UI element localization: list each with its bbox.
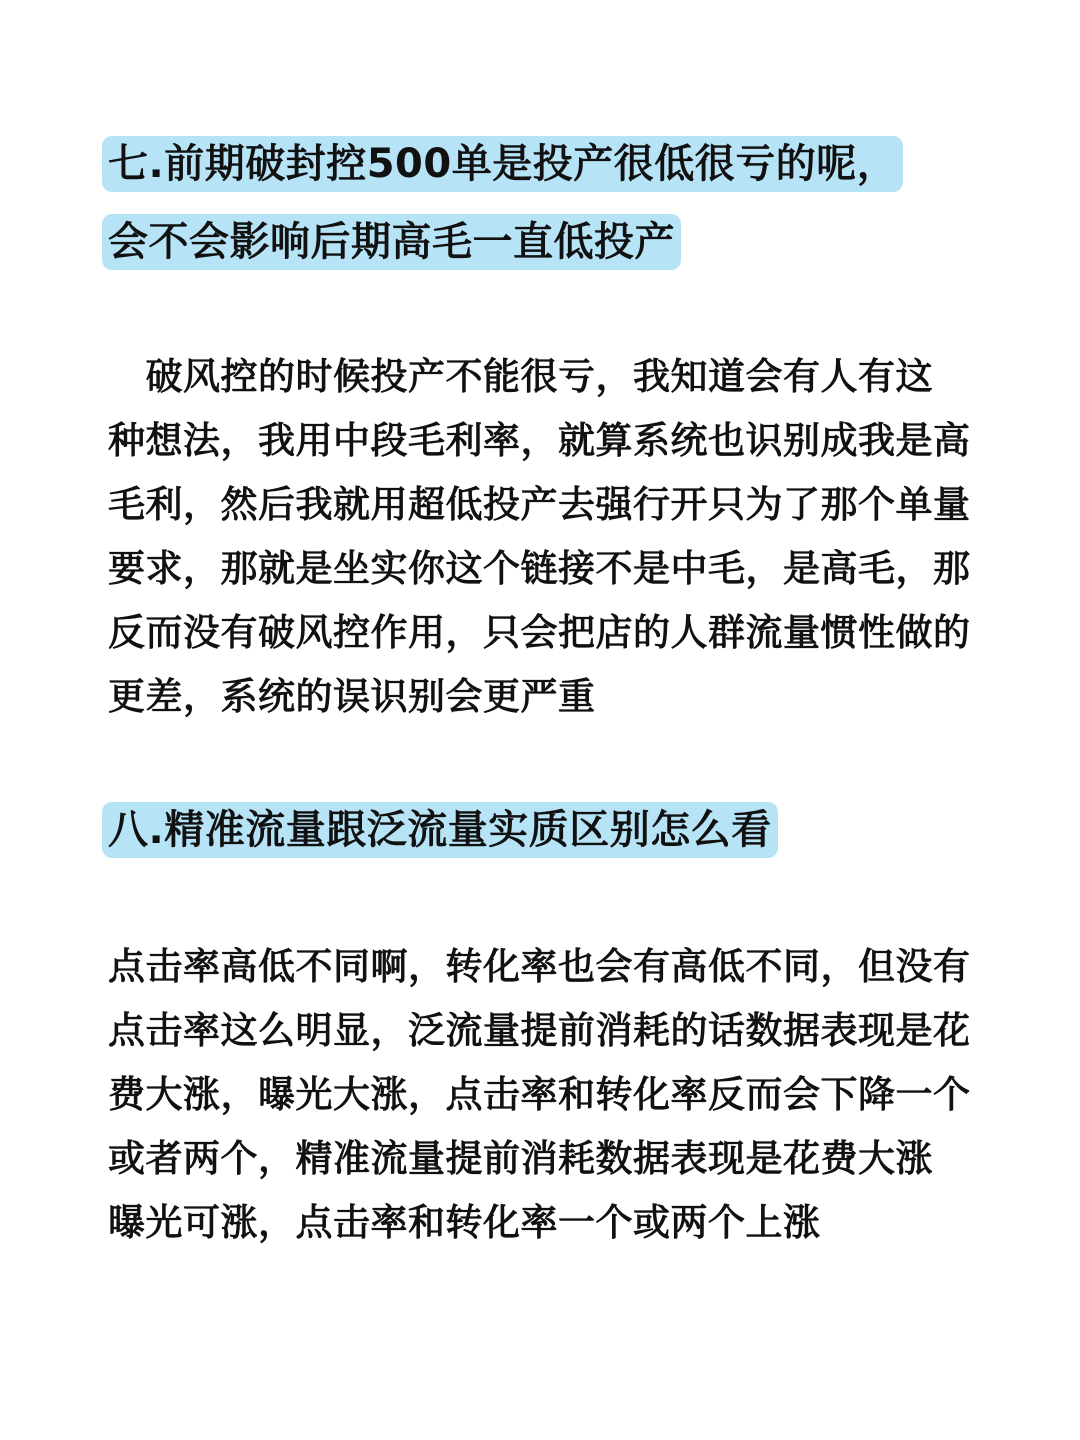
section7-paragraph-line: 破风控的时候投产不能很亏，我知道会有人有这 bbox=[108, 355, 933, 398]
section7-paragraph-line: 种想法，我用中段毛利率，就算系统也识别成我是高 bbox=[108, 419, 971, 462]
section7-heading-line-2: 会不会影响后期高毛一直低投产 bbox=[102, 214, 681, 270]
section7-paragraph-line: 更差，系统的误识别会更严重 bbox=[108, 675, 596, 718]
section8-heading-line-1: 八.精准流量跟泛流量实质区别怎么看 bbox=[102, 802, 778, 858]
section7-paragraph-line: 毛利，然后我就用超低投产去强行开只为了那个单量 bbox=[108, 483, 971, 526]
section8-paragraph-line: 曝光可涨，点击率和转化率一个或两个上涨 bbox=[108, 1201, 821, 1244]
section7-heading-line-1: 七.前期破封控500单是投产很低很亏的呢， bbox=[102, 136, 903, 192]
section8-paragraph-line: 点击率这么明显，泛流量提前消耗的话数据表现是花 bbox=[108, 1009, 971, 1052]
section8-paragraph-line: 点击率高低不同啊，转化率也会有高低不同，但没有 bbox=[108, 945, 971, 988]
section8-paragraph-line: 费大涨，曝光大涨，点击率和转化率反而会下降一个 bbox=[108, 1073, 971, 1116]
section8-paragraph-line: 或者两个，精准流量提前消耗数据表现是花费大涨 bbox=[108, 1137, 933, 1180]
section7-paragraph-line: 要求，那就是坐实你这个链接不是中毛，是高毛，那 bbox=[108, 547, 971, 590]
section7-paragraph-line: 反而没有破风控作用，只会把店的人群流量惯性做的 bbox=[108, 611, 971, 654]
